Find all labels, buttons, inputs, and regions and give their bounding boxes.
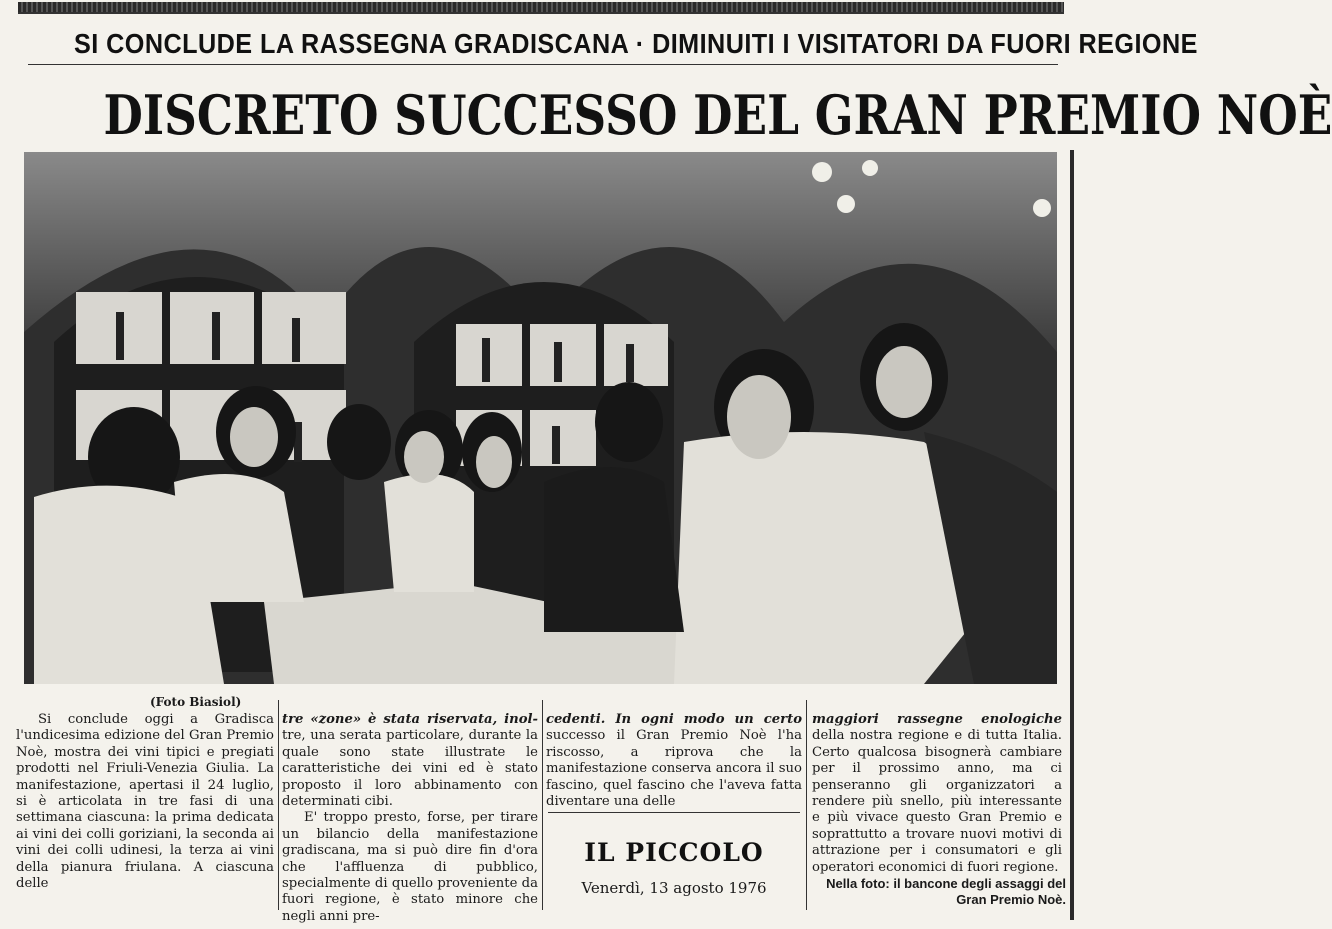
clipping-edge — [1070, 150, 1074, 920]
article-column-2 — [282, 712, 538, 924]
article-column-1 — [16, 712, 274, 912]
masthead-box — [548, 812, 800, 909]
article-italic-line: maggiori rassegne enologiche — [812, 712, 1062, 727]
article-photo — [24, 152, 1057, 684]
article-italic-line: tre «zone» è stata riservata, inol- — [282, 712, 538, 727]
article-text: successo il Gran Premio Noè l'ha riscosso, a riprova che la manifestazione conserva ancora il suo fascino, quel fascino che l'aveva fatta diventare una delle — [546, 728, 802, 810]
top-rule — [18, 2, 1064, 12]
photo-illustration — [24, 152, 1057, 684]
article-text: tre, una serata particolare, durante la quale sono state illustrate le caratteristiche dei vini ed è stato proposto il loro abbinamento con determinati cibi. — [282, 728, 538, 810]
column-rule — [278, 700, 279, 910]
kicker-rule — [28, 64, 1058, 65]
photo-credit: (Foto Biasiol) — [150, 695, 242, 709]
top-rule-line — [18, 12, 1064, 14]
publication-date: Venerdì, 13 agosto 1976 — [581, 879, 767, 897]
article-paragraph: Si conclude oggi a Gradisca l'undicesima edizione del Gran Premio Noè, mostra dei vini tipici e pregiati prodotti nel Friuli-Venezia Giulia. La manifestazione, apertasi il 24 luglio, si è articolata in tre fasi di una settimana ciascuna: la prima dedicata ai vini dei colli goriziani, la seconda ai vini dei colli udinesi, la terza ai vini della pianura friulana. A ciascuna delle — [16, 712, 274, 892]
main-headline: DISCRETO SUCCESSO DEL GRAN PREMIO NOÈ — [103, 83, 1332, 147]
column-rule — [806, 700, 807, 910]
photo-caption: Nella foto: il bancone degli assaggi del Gran Premio Noè. — [826, 876, 1066, 907]
newspaper-masthead: IL PICCOLO — [584, 838, 764, 867]
article-text: della nostra regione e di tutta Italia. Certo qualcosa bisognerà cambiare per il prossimo anno, ma ci penseranno gli organizzatori a rendere più snello, più interessante e più vivace questo Gran Premio e soprattutto a trovare nuovi motivi di attrazione per i consumatori e gli operatori economici di fuori regione. — [812, 728, 1062, 875]
column-rule — [542, 700, 543, 910]
kicker-headline: SI CONCLUDE LA RASSEGNA GRADISCANA · DIMINUITI I VISITATORI DA FUORI REGIONE — [74, 28, 1198, 59]
article-italic-line: cedenti. In ogni modo un certo — [546, 712, 802, 727]
article-paragraph: E' troppo presto, forse, per tirare un bilancio della manifestazione gradiscana, ma si può dire fin d'ora che l'affluenza di pubblico, specialmente di quello proveniente da fuori regione, è stato minore che negli anni pre- — [282, 810, 538, 924]
